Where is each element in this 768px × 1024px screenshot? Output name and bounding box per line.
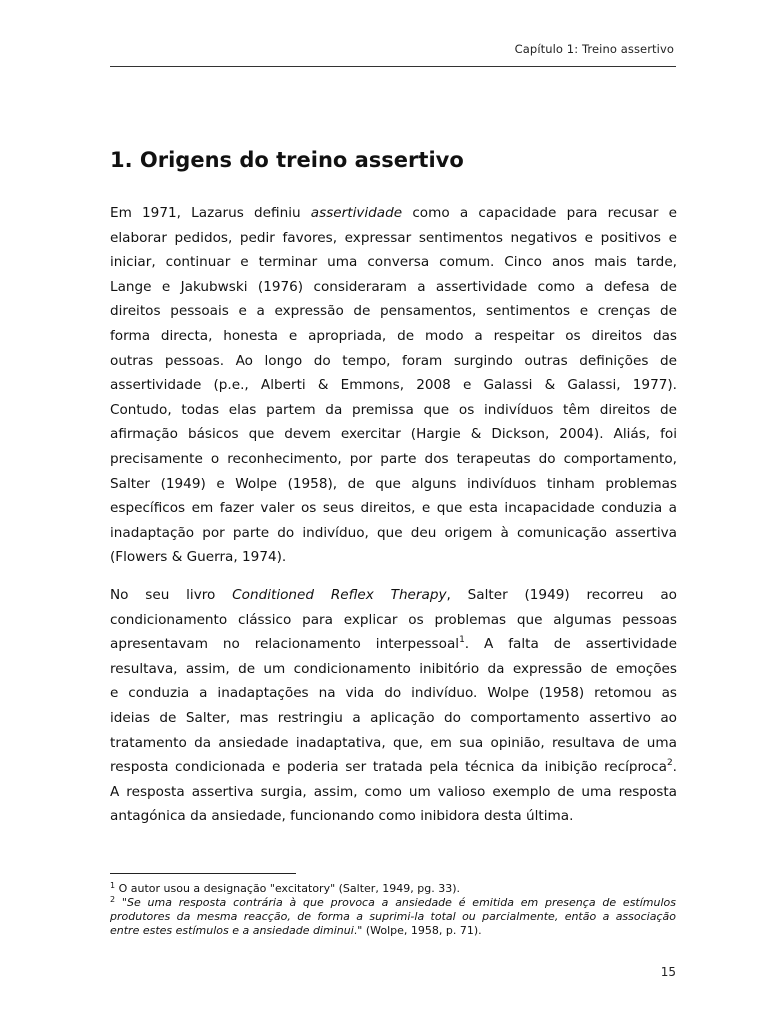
text-line: apresentavam no relacionamento interpessoal$^1$. A falta de assertividade xyxy=(110,635,677,653)
paragraph-2 xyxy=(110,583,677,829)
text-line: forma directa, honesta e apropriada, de modo a respeitar os direitos das xyxy=(110,327,677,344)
footnote-divider xyxy=(110,873,296,874)
text-line: antagónica da ansiedade, funcionando como inibidora desta última. xyxy=(110,808,574,825)
text-line: Salter (1949) e Wolpe (1958), de que alguns indivíduos tinham problemas xyxy=(110,475,677,492)
text-line: afirmação básicos que devem exercitar (Hargie & Dickson, 2004). Aliás, foi xyxy=(110,426,677,443)
text-line: inadaptação por parte do indivíduo, que deu origem à comunicação assertiva xyxy=(110,524,677,541)
footnotes xyxy=(110,882,676,938)
paragraph-1 xyxy=(110,201,677,570)
footnote-2-continued: entre estes estímulos e a ansiedade diminui." (Wolpe, 1958, p. 71). xyxy=(110,924,482,937)
page-number: 15 xyxy=(660,965,676,979)
text-line: tratamento da ansiedade inadaptativa, que, em sua opinião, resultava de uma xyxy=(110,734,677,751)
footnote-1: $^1$ O autor usou a designação "excitatory" (Salter, 1949, pg. 33). xyxy=(110,881,461,895)
footnote-2: $^2$ "Se uma resposta contrária à que provoca a ansiedade é emitida em presença de estímulos xyxy=(110,895,676,909)
section-title: 1. Origens do treino assertivo xyxy=(110,148,464,172)
text-line: condicionamento clássico para explicar os problemas que algumas pessoas xyxy=(110,611,677,628)
text-line: Em 1971, Lazarus definiu assertividade como a capacidade para recusar e xyxy=(110,205,677,221)
text-line: direitos pessoais e a expressão de pensamentos, sentimentos e crenças de xyxy=(110,303,677,320)
text-line: outras pessoas. Ao longo do tempo, foram surgindo outras definições de xyxy=(110,352,677,369)
text-line: específicos em fazer valer os seus direitos, e que esta incapacidade conduzia a xyxy=(110,500,677,517)
footnote-ref[interactable]: 1 xyxy=(459,635,465,646)
text-line: Lange e Jakubwski (1976) consideraram a assertividade como a defesa de xyxy=(110,278,677,295)
text-line: precisamente o reconhecimento, por parte dos terapeutas do comportamento, xyxy=(110,450,677,467)
text-line: assertividade (p.e., Alberti & Emmons, 2008 e Galassi & Galassi, 1977). xyxy=(110,377,677,394)
text-line: A resposta assertiva surgia, assim, como um valioso exemplo de uma resposta xyxy=(110,783,677,800)
text-line: resposta condicionada e poderia ser tratada pela técnica da inibição recíproca$^2$. xyxy=(110,758,677,776)
text-line: e conduzia a inadaptações na vida do indivíduo. Wolpe (1958) retomou as xyxy=(110,685,677,702)
text-line: Contudo, todas elas partem da premissa que os indivíduos têm direitos de xyxy=(110,401,677,418)
footnote-2-continued: produtores da mesma reacção, de forma a suprimi-la total ou parcialmente, então a associação xyxy=(110,910,676,923)
text-line: No seu livro Conditioned Reflex Therapy, Salter (1949) recorreu ao xyxy=(110,587,677,603)
text-line: elaborar pedidos, pedir favores, expressar sentimentos negativos e positivos e xyxy=(110,229,677,246)
header-divider xyxy=(110,66,676,67)
footnote-ref[interactable]: 2 xyxy=(666,758,673,769)
text-line: (Flowers & Guerra, 1974). xyxy=(110,549,287,566)
text-line: ideias de Salter, mas restringiu a aplicação do comportamento assertivo ao xyxy=(110,709,677,726)
text-line: resultava, assim, de um condicionamento inibitório da expressão de emoções xyxy=(110,660,677,677)
text-line: iniciar, continuar e terminar uma conversa comum. Cinco anos mais tarde, xyxy=(110,254,677,271)
running-header: Capítulo 1: Treino assertivo xyxy=(514,42,674,56)
